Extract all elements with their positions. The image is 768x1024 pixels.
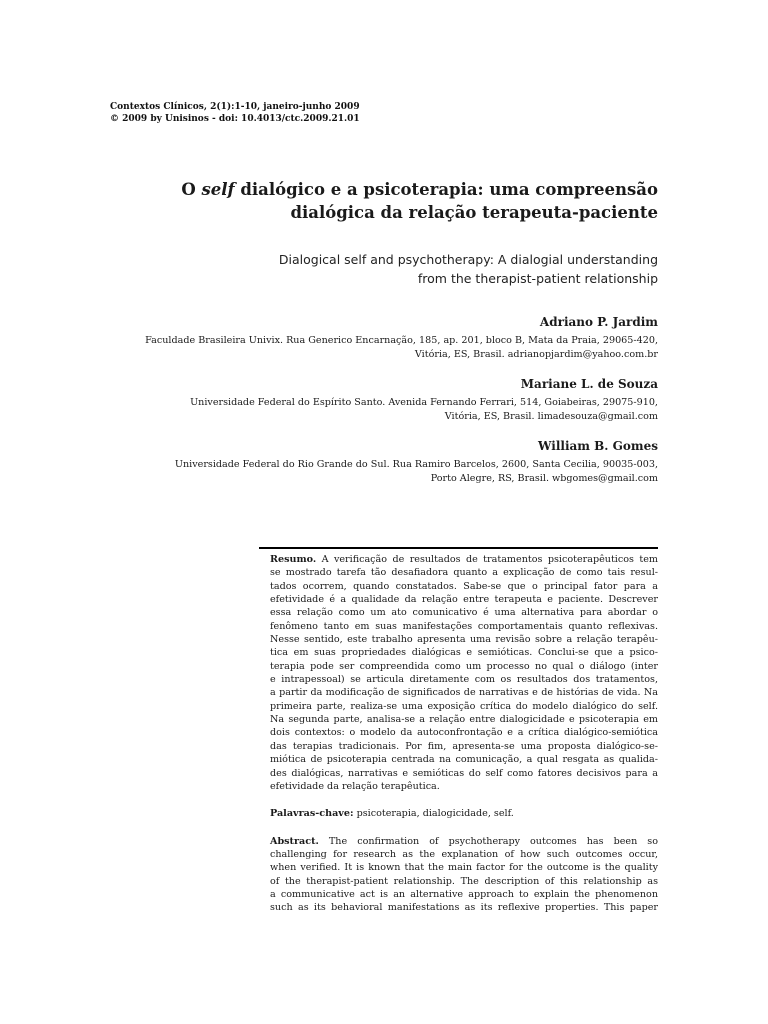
resumo-label: Resumo.: [270, 554, 317, 565]
abstract-block: [270, 553, 658, 915]
resumo-line: tados ocorrem, quando constatados. Sabe-se que o principal fator para a: [270, 580, 658, 592]
author-affiliation-line-2: Vitória, ES, Brasil. adrianopjardim@yahoo.com.br: [414, 349, 658, 360]
english-title-line-1: Dialogical self and psychotherapy: A dialogial understanding: [278, 252, 658, 267]
resumo-line: Na segunda parte, analisa-se a relação entre dialogicidade e psicoterapia em: [270, 714, 658, 726]
abstract-line: [270, 835, 658, 848]
author-affiliation-line-2: Vitória, ES, Brasil. limadesouza@gmail.com: [444, 411, 658, 422]
english-title-line-2: from the therapist-patient relationship: [417, 271, 658, 286]
english-abstract-paragraph: [270, 835, 658, 915]
resumo-line: des dialógicas, narrativas e semióticas do self como fatores decisivos para a: [270, 767, 658, 779]
resumo-paragraph: [270, 553, 658, 793]
resumo-line: das terapias tradicionais. Por fim, apresenta-se uma proposta dialógico-se-: [270, 740, 658, 752]
title-line-2: dialógica da relação terapeuta-paciente: [290, 203, 658, 222]
author-name: William B. Gomes: [538, 439, 658, 453]
abstract-line: challenging for research as the explanation of how such outcomes occur,: [270, 848, 658, 860]
title-prefix: O: [181, 180, 202, 199]
keywords-paragraph: [270, 807, 658, 820]
resumo-line: dois contextos: o modelo da autoconfrontação e a crítica dialógico-semiótica: [270, 727, 658, 739]
keywords-label: Palavras-chave:: [270, 808, 354, 820]
title-line-1: [138, 178, 658, 201]
journal-citation: [110, 101, 360, 125]
abstract-line: a communicative act is an alternative approach to explain the phenomenon: [270, 888, 658, 900]
abstract-line-text: The confirmation of psychotherapy outcomes has been so: [318, 835, 658, 847]
author-block: [98, 376, 658, 424]
resumo-line: se mostrado tarefa tão desafiadora quanto a explicação de como tais resul-: [270, 567, 658, 579]
author-affiliation-line-1: Faculdade Brasileira Univix. Rua Generico Encarnação, 185, ap. 201, bloco B, Mata da Praia, 29065-420,: [145, 335, 658, 346]
author-affiliation-line-1: Universidade Federal do Rio Grande do Sul. Rua Ramiro Barcelos, 2600, Santa Cecilia, 90035-003,: [174, 459, 658, 470]
resumo-line: a partir da modificação de significados de narrativas e de histórias de vida. Na: [270, 687, 658, 699]
abstract-line: of the therapist-patient relationship. The description of this relationship as: [270, 875, 658, 887]
article-english-title: [138, 250, 658, 288]
author-block: [98, 438, 658, 486]
author-name: Mariane L. de Souza: [520, 377, 658, 391]
resumo-line-text: A verificação de resultados de tratamentos psicoterapêuticos tem: [316, 554, 658, 565]
resumo-line: efetividade da relação terapêutica.: [270, 780, 440, 792]
resumo-line: efetividade é a qualidade da relação entre terapeuta e paciente. Descrever: [270, 594, 658, 606]
author-block: [98, 314, 658, 362]
resumo-line: [270, 553, 658, 566]
author-affiliation-line-1: Universidade Federal do Espírito Santo. Avenida Fernando Ferrari, 514, Goiabeiras, 29075-910,: [190, 397, 658, 408]
keywords-line: [270, 807, 658, 820]
abstract-divider-rule: [259, 547, 658, 549]
article-title: [138, 178, 658, 224]
author-name: Adriano P. Jardim: [539, 315, 658, 329]
resumo-line: fenômeno tanto em suas manifestações comportamentais quanto reflexivas.: [270, 620, 658, 632]
keywords-text: psicoterapia, dialogicidade, self.: [353, 808, 514, 820]
resumo-line: e intrapessoal) se articula diretamente com os resultados dos tratamentos,: [270, 674, 658, 686]
title-line-1-rest: dialógico e a psicoterapia: uma compreensão: [234, 180, 658, 199]
resumo-line: primeira parte, realiza-se uma exposição crítica do modelo dialógico do self.: [270, 700, 658, 712]
abstract-line: such as its behavioral manifestations as its reflexive properties. This paper: [270, 902, 658, 914]
abstract-label: Abstract.: [270, 835, 319, 847]
title-self-word: self: [201, 180, 235, 199]
author-affiliation-line-2: Porto Alegre, RS, Brasil. wbgomes@gmail.com: [430, 473, 658, 484]
resumo-line: miótica de psicoterapia centrada na comunicação, a qual resgata as qualida-: [270, 754, 658, 766]
resumo-line: terapia pode ser compreendida como um processo no qual o diálogo (inter: [270, 660, 658, 672]
resumo-line: essa relação como um ato comunicativo é uma alternativa para abordar o: [270, 607, 658, 619]
resumo-line: tica em suas propriedades dialógicas e semióticas. Conclui-se que a psico-: [270, 647, 658, 659]
resumo-line: Nesse sentido, este trabalho apresenta uma revisão sobre a relação terapêu-: [270, 634, 658, 646]
journal-issue-line: Contextos Clínicos, 2(1):1-10, janeiro-junho 2009: [110, 102, 360, 112]
journal-doi-line: © 2009 by Unisinos - doi: 10.4013/ctc.2009.21.01: [110, 114, 360, 124]
abstract-line: when verified. It is known that the main factor for the outcome is the quality: [270, 862, 658, 874]
